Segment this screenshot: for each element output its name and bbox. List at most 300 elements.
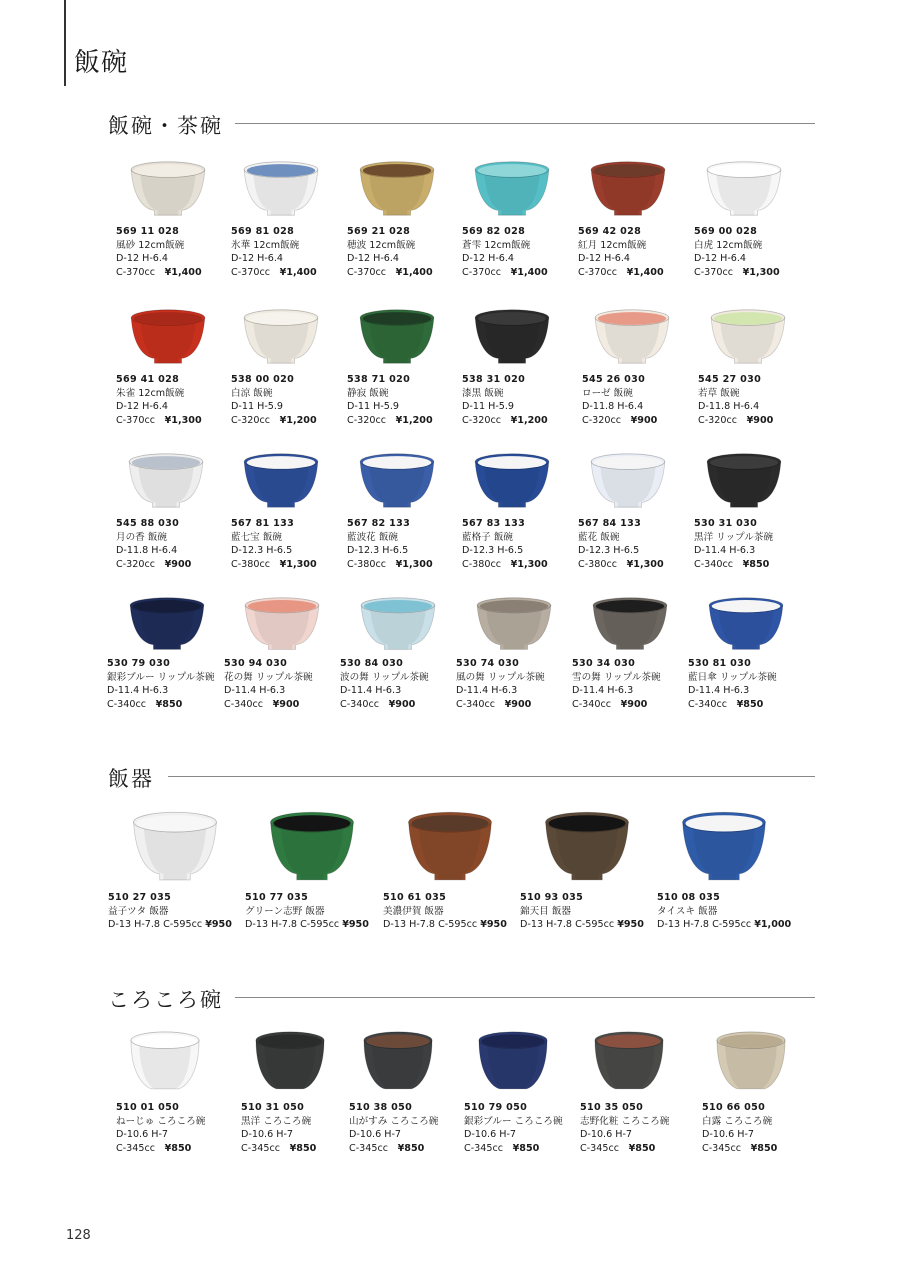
bowl-image [706,596,786,654]
bowl-photo [224,596,336,654]
product-info [383,891,518,932]
product-price: ¥1,300 [742,266,780,278]
product-code: 538 31 020 [462,374,526,385]
product-capacity: C-340cc [107,698,147,710]
product-specs [702,1142,814,1156]
bowl-photo [464,1030,576,1098]
bowl-image [472,308,552,368]
bowl-photo [657,810,792,888]
product-capacity: C-370cc [347,266,387,278]
product-capacity: C-320cc [582,414,622,426]
product-price: ¥1,400 [279,266,317,278]
bowl-image [241,308,321,368]
bowl-photo [231,308,343,370]
product-info [657,891,792,932]
page-number: 128 [66,1228,91,1243]
product-name: タイスキ 飯器 [657,905,718,917]
product-specs [231,414,343,428]
product-dimensions: D-13 H-7.8 [108,919,161,930]
product-name: 白露 ころころ碗 [702,1115,773,1127]
product-info [347,225,459,279]
bowl-image [241,452,321,512]
product-dimensions: D-13 H-7.8 [657,919,710,930]
bowl-image [592,308,672,368]
bowl-photo [462,160,574,222]
bowl-photo [349,1030,461,1098]
bowl-photo [383,810,518,888]
product-capacity: C-595cc [712,919,752,930]
product-info [462,373,574,427]
bowl-image [714,1030,788,1094]
product-dimensions: D-10.6 H-7 [116,1129,169,1140]
product-capacity: C-340cc [224,698,264,710]
product-code: 510 66 050 [702,1102,766,1113]
product-price: ¥1,300 [395,558,433,570]
product-dimensions: D-11 H-5.9 [347,401,400,412]
bowl-image [679,810,769,886]
bowl-photo [241,1030,353,1098]
product-specs [520,918,655,932]
product-info [694,517,806,571]
product-dimensions: D-11.4 H-6.3 [456,685,518,696]
product-name: ねーじゅ ころころ碗 [116,1115,206,1127]
product-info [116,373,228,427]
product-info [694,225,806,279]
product-item[interactable] [107,596,219,711]
section-title-rice-vessels: 飯器 [108,763,154,793]
bowl-photo [347,452,459,514]
product-price: ¥1,200 [279,414,317,426]
product-item[interactable] [347,160,459,279]
bowl-photo [340,596,452,654]
product-capacity: C-370cc [231,266,271,278]
product-dimensions: D-12 H-6.4 [694,253,747,264]
product-dimensions: D-13 H-7.8 [520,919,573,930]
product-price: ¥950 [480,919,507,930]
product-info [349,1101,461,1155]
product-price: ¥1,400 [510,266,548,278]
product-item[interactable] [224,596,336,711]
product-info [462,517,574,571]
product-dimensions: D-13 H-7.8 [245,919,298,930]
product-dimensions: D-10.6 H-7 [241,1129,294,1140]
product-specs [108,918,243,932]
bowl-image [128,1030,202,1094]
product-code: 530 84 030 [340,658,404,669]
product-dimensions: D-12 H-6.4 [116,253,169,264]
product-specs [694,558,806,572]
product-specs [245,918,380,932]
product-capacity: C-370cc [578,266,618,278]
product-code: 530 31 030 [694,518,758,529]
product-capacity: C-340cc [456,698,496,710]
product-price: ¥900 [620,698,648,710]
product-price: ¥900 [388,698,416,710]
bowl-image [704,452,784,512]
product-info [698,373,810,427]
product-specs [347,558,459,572]
product-info [582,373,694,427]
product-info [241,1101,353,1155]
product-item[interactable] [245,810,380,932]
product-capacity: C-320cc [116,558,156,570]
product-capacity: C-320cc [231,414,271,426]
product-item[interactable] [657,810,792,932]
product-item[interactable] [462,452,574,571]
bowl-photo [107,596,219,654]
product-code: 510 08 035 [657,892,721,903]
product-name: 益子ツタ 飯器 [108,905,169,917]
product-specs [116,414,228,428]
product-code: 569 21 028 [347,226,411,237]
product-code: 569 82 028 [462,226,526,237]
bowl-photo [462,452,574,514]
product-specs [241,1142,353,1156]
product-item[interactable] [572,596,684,711]
product-name: 志野化粧 ころころ碗 [580,1115,670,1127]
product-item[interactable] [347,452,459,571]
bowl-image [357,308,437,368]
bowl-photo [582,308,694,370]
product-specs [580,1142,692,1156]
product-info [347,373,459,427]
product-specs [116,266,228,280]
product-capacity: C-370cc [116,266,156,278]
product-name: 白涼 飯碗 [231,387,273,399]
product-capacity: C-340cc [688,698,728,710]
product-dimensions: D-11 H-5.9 [231,401,284,412]
product-specs [107,698,219,712]
bowl-image [357,452,437,512]
product-code: 530 81 030 [688,658,752,669]
product-info [107,657,219,711]
product-name: 氷華 12cm飯碗 [231,239,300,251]
product-code: 567 83 133 [462,518,526,529]
product-item[interactable] [116,452,228,571]
bowl-photo [108,810,243,888]
product-price: ¥850 [397,1142,425,1154]
product-specs [456,698,568,712]
product-price: ¥900 [630,414,658,426]
product-capacity: C-595cc [163,919,203,930]
bowl-photo [698,308,810,370]
product-code: 510 27 035 [108,892,172,903]
product-item[interactable] [520,810,655,932]
product-specs [572,698,684,712]
product-code: 569 81 028 [231,226,295,237]
product-name: 白虎 12cm飯碗 [694,239,763,251]
product-price: ¥850 [289,1142,317,1154]
product-price: ¥1,400 [164,266,202,278]
product-item[interactable] [116,160,228,279]
product-specs [694,266,806,280]
bowl-photo [245,810,380,888]
product-code: 569 00 028 [694,226,758,237]
bowl-photo [347,160,459,222]
product-specs [347,266,459,280]
product-specs [698,414,810,428]
product-code: 530 94 030 [224,658,288,669]
bowl-photo [694,452,806,514]
product-name: 漆黒 飯碗 [462,387,504,399]
product-price: ¥850 [155,698,183,710]
product-specs [116,1142,228,1156]
product-price: ¥850 [164,1142,192,1154]
bowl-photo [456,596,568,654]
product-item[interactable] [231,308,343,427]
bowl-photo [578,452,690,514]
product-name: 蒼雫 12cm飯碗 [462,239,531,251]
product-item[interactable] [231,452,343,571]
product-dimensions: D-13 H-7.8 [383,919,436,930]
product-item[interactable] [116,308,228,427]
bowl-image [128,160,208,220]
product-name: 藍格子 飯碗 [462,531,514,543]
page-title: 飯碗 [74,48,129,78]
product-code: 567 82 133 [347,518,411,529]
bowl-image [592,1030,666,1094]
product-specs [231,266,343,280]
product-info [108,891,243,932]
product-code: 567 84 133 [578,518,642,529]
product-name: 雪の舞 リップル茶碗 [572,671,661,683]
product-price: ¥900 [746,414,774,426]
bowl-photo [578,160,690,222]
product-code: 569 41 028 [116,374,180,385]
product-specs [347,414,459,428]
product-info [340,657,452,711]
product-code: 510 01 050 [116,1102,180,1113]
product-dimensions: D-11.4 H-6.3 [340,685,402,696]
product-code: 567 81 133 [231,518,295,529]
product-item[interactable] [456,596,568,711]
product-dimensions: D-11.4 H-6.3 [107,685,169,696]
product-price: ¥1,200 [510,414,548,426]
product-item[interactable] [108,810,243,932]
product-item[interactable] [462,308,574,427]
product-price: ¥1,300 [279,558,317,570]
product-item[interactable] [582,308,694,427]
product-capacity: C-370cc [694,266,734,278]
product-dimensions: D-11.4 H-6.3 [694,545,756,556]
product-specs [688,698,800,712]
product-specs [383,918,518,932]
bowl-image [472,160,552,220]
product-specs [116,558,228,572]
product-capacity: C-345cc [349,1142,389,1154]
product-name: ローゼ 飯碗 [582,387,633,399]
product-name: 穂波 12cm飯碗 [347,239,416,251]
bowl-photo [572,596,684,654]
product-name: 藍七宝 飯碗 [231,531,283,543]
product-specs [224,698,336,712]
product-info [245,891,380,932]
product-info [116,1101,228,1155]
product-capacity: C-340cc [572,698,612,710]
section-rule-rice-bowls [235,123,815,124]
product-price: ¥850 [750,1142,778,1154]
bowl-photo [462,308,574,370]
product-capacity: C-345cc [464,1142,504,1154]
bowl-image [472,452,552,512]
product-item[interactable] [578,452,690,571]
product-capacity: C-595cc [575,919,615,930]
bowl-image [474,596,554,654]
product-dimensions: D-12.3 H-6.5 [462,545,524,556]
product-price: ¥1,400 [626,266,664,278]
product-dimensions: D-11.8 H-6.4 [582,401,644,412]
product-info [572,657,684,711]
product-specs [349,1142,461,1156]
product-item[interactable] [383,810,518,932]
product-info [688,657,800,711]
product-capacity: C-340cc [694,558,734,570]
bowl-photo [520,810,655,888]
product-item[interactable] [578,160,690,279]
product-price: ¥1,200 [395,414,433,426]
product-price: ¥900 [504,698,532,710]
product-code: 538 71 020 [347,374,411,385]
bowl-photo [116,308,228,370]
product-code: 510 79 050 [464,1102,528,1113]
product-specs [464,1142,576,1156]
product-name: 風砂 12cm飯碗 [116,239,185,251]
product-item[interactable] [116,1030,228,1155]
product-item[interactable] [462,160,574,279]
product-info [116,225,228,279]
product-capacity: C-320cc [347,414,387,426]
product-dimensions: D-12 H-6.4 [231,253,284,264]
bowl-photo [694,160,806,222]
product-item[interactable] [688,596,800,711]
product-dimensions: D-10.6 H-7 [702,1129,755,1140]
product-item[interactable] [349,1030,461,1155]
product-name: 美濃伊賀 飯器 [383,905,444,917]
product-code: 538 00 020 [231,374,295,385]
title-accent-line [64,0,66,86]
product-name: 銀彩ブルー ころころ碗 [464,1115,563,1127]
product-info [702,1101,814,1155]
product-capacity: C-595cc [438,919,478,930]
product-capacity: C-380cc [578,558,618,570]
product-name: 山がすみ ころころ碗 [349,1115,439,1127]
product-item[interactable] [694,160,806,279]
product-code: 530 79 030 [107,658,171,669]
product-code: 545 88 030 [116,518,180,529]
product-price: ¥900 [164,558,192,570]
bowl-image [405,810,495,886]
product-name: 黒洋 ころころ碗 [241,1115,312,1127]
product-price: ¥950 [205,919,232,930]
product-info [456,657,568,711]
product-capacity: C-380cc [231,558,271,570]
bowl-photo [116,452,228,514]
product-name: 朱雀 12cm飯碗 [116,387,185,399]
bowl-image [357,160,437,220]
product-name: 錦天目 飯器 [520,905,572,917]
product-info [578,517,690,571]
product-item[interactable] [702,1030,814,1155]
product-dimensions: D-12 H-6.4 [462,253,515,264]
product-dimensions: D-10.6 H-7 [580,1129,633,1140]
product-dimensions: D-12.3 H-6.5 [231,545,293,556]
product-code: 569 42 028 [578,226,642,237]
product-price: ¥1,300 [164,414,202,426]
product-name: 藍波花 飯碗 [347,531,399,543]
product-price: ¥850 [512,1142,540,1154]
product-info [578,225,690,279]
product-dimensions: D-11 H-5.9 [462,401,515,412]
product-item[interactable] [580,1030,692,1155]
bowl-image [708,308,788,368]
bowl-image [361,1030,435,1094]
product-name: 若草 飯碗 [698,387,740,399]
product-capacity: C-370cc [116,414,156,426]
product-code: 510 38 050 [349,1102,413,1113]
product-code: 545 26 030 [582,374,646,385]
product-specs [657,918,792,932]
product-code: 530 74 030 [456,658,520,669]
bowl-image [476,1030,550,1094]
product-name: 波の舞 リップル茶碗 [340,671,429,683]
bowl-photo [702,1030,814,1098]
product-specs [231,558,343,572]
product-capacity: C-595cc [300,919,340,930]
bowl-image [590,596,670,654]
bowl-image [588,160,668,220]
product-name: 風の舞 リップル茶碗 [456,671,545,683]
product-info [347,517,459,571]
section-rule-round-bowls [235,997,815,998]
product-dimensions: D-12.3 H-6.5 [578,545,640,556]
product-dimensions: D-11.8 H-6.4 [698,401,760,412]
product-name: 藍日傘 リップル茶碗 [688,671,777,683]
product-item[interactable] [231,160,343,279]
product-name: 花の舞 リップル茶碗 [224,671,313,683]
product-item[interactable] [698,308,810,427]
product-info [580,1101,692,1155]
bowl-image [241,160,321,220]
product-item[interactable] [694,452,806,571]
product-specs [582,414,694,428]
product-info [231,517,343,571]
product-name: グリーン志野 飯器 [245,905,325,917]
product-name: 紅月 12cm飯碗 [578,239,647,251]
product-item[interactable] [241,1030,353,1155]
product-info [224,657,336,711]
product-specs [578,558,690,572]
product-capacity: C-345cc [241,1142,281,1154]
product-item[interactable] [464,1030,576,1155]
product-item[interactable] [340,596,452,711]
product-dimensions: D-11.8 H-6.4 [116,545,178,556]
product-dimensions: D-12.3 H-6.5 [347,545,409,556]
bowl-photo [231,160,343,222]
product-info [464,1101,576,1155]
product-specs [462,558,574,572]
product-dimensions: D-10.6 H-7 [464,1129,517,1140]
product-item[interactable] [347,308,459,427]
bowl-image [267,810,357,886]
product-capacity: C-380cc [462,558,502,570]
product-code: 510 31 050 [241,1102,305,1113]
product-capacity: C-340cc [340,698,380,710]
product-price: ¥1,400 [395,266,433,278]
product-capacity: C-320cc [462,414,502,426]
product-dimensions: D-10.6 H-7 [349,1129,402,1140]
product-dimensions: D-12 H-6.4 [347,253,400,264]
bowl-image [128,308,208,368]
